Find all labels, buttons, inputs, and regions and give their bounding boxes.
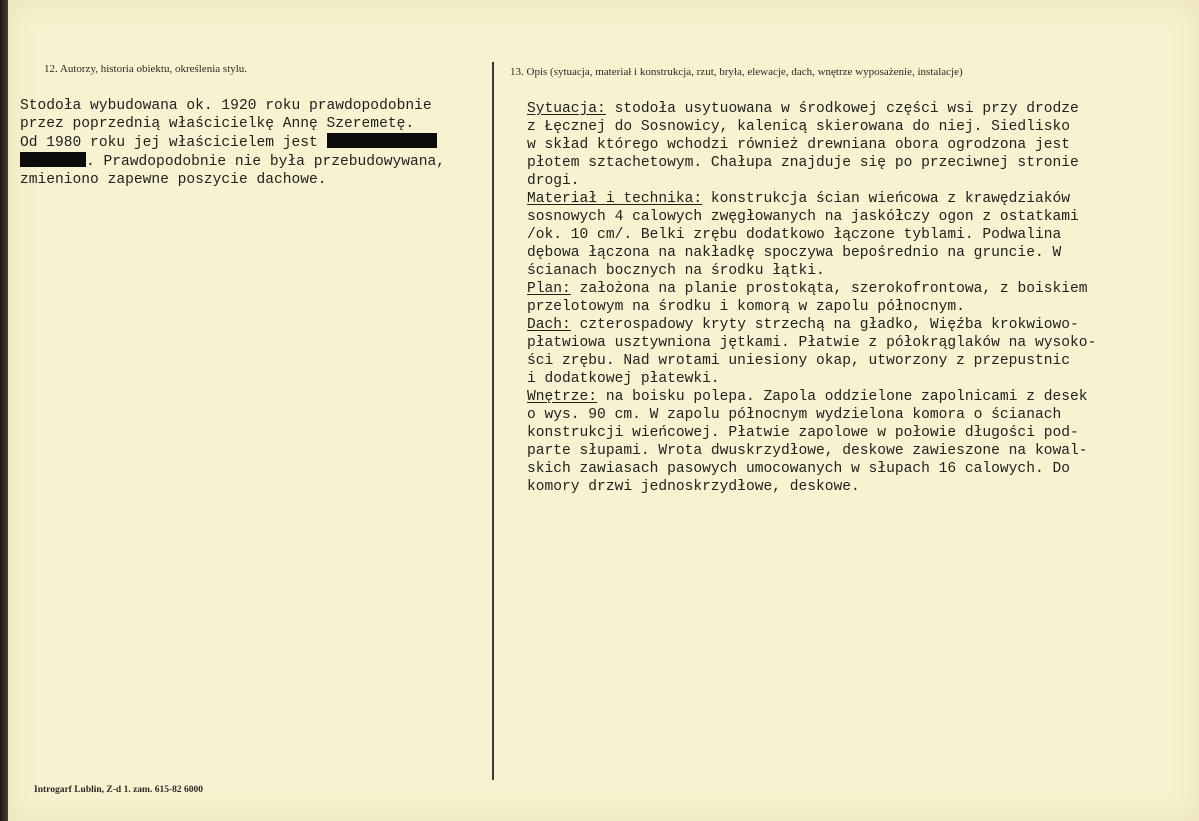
- description-line: konstrukcja ścian wieńcowa z krawędziaków: [710, 191, 1070, 207]
- label-dach: Dach:: [527, 317, 571, 333]
- section-12-header: 12. Autorzy, historia obiektu, określenia stylu.: [44, 63, 248, 75]
- column-divider: [492, 62, 494, 780]
- label-wnetrze: Wnętrze:: [527, 389, 598, 405]
- description-line: płotem sztachetowym. Chałupa znajduje się po przeciwnej stronie: [527, 155, 1079, 171]
- description-line: parte słupami. Wrota dwuskrzydłowe, deskowe zawieszone na kowal-: [527, 443, 1088, 459]
- description-line: drogi.: [527, 173, 580, 189]
- history-line: Stodoła wybudowana ok. 1920 roku prawdopodobnie: [20, 98, 432, 114]
- description-line: skich zawiasach pasowych umocowanych w słupach 16 calowych. Do: [527, 461, 1070, 477]
- section-13-header: 13. Opis (sytuacja, materiał i konstrukcja, rzut, bryła, elewacje, dach, wnętrze wyposażenie, instalacje): [510, 66, 963, 78]
- description-line: z Łęcznej do Sosnowicy, kalenicą skierowana do niej. Siedlisko: [527, 119, 1070, 135]
- history-line: . Prawdopodobnie nie była przebudowywana,: [86, 154, 446, 170]
- page-edge-shadow: [0, 0, 8, 821]
- label-material: Materiał i technika:: [527, 191, 703, 207]
- description-line: czterospadowy kryty strzechą na gładko, Więźba krokwiowo-: [579, 317, 1079, 333]
- history-line: Od 1980 roku jej właścicielem jest: [20, 135, 318, 151]
- description-line: ści zrębu. Nad wrotami uniesiony okap, utworzony z przepustnic: [527, 353, 1070, 369]
- redaction-bar: [20, 152, 86, 167]
- redaction-bar: [327, 133, 437, 148]
- description-line: płatwiowa usztywniona jętkami. Płatwie z półokrąglaków na wysoko-: [527, 335, 1097, 351]
- section-12-text: [20, 97, 445, 189]
- description-line: stodoła usytuowana w środkowej części wsi przy drodze: [614, 101, 1079, 117]
- history-line: przez poprzednią właścicielkę Annę Szeremetę.: [20, 116, 415, 132]
- description-line: o wys. 90 cm. W zapolu północnym wydzielona komora o ścianach: [527, 407, 1062, 423]
- description-line: na boisku polepa. Zapola oddzielone zapolnicami z desek: [605, 389, 1088, 405]
- printer-imprint: Introgarf Lublin, Z-d 1. zam. 615-82 6000: [34, 785, 203, 795]
- section-13-text: [527, 100, 1096, 496]
- description-line: sosnowych 4 calowych zwęgłowanych na jaskółczy ogon z ostatkami: [527, 209, 1079, 225]
- label-sytuacja: Sytuacja:: [527, 101, 606, 117]
- description-line: ścianach bocznych na środku łątki.: [527, 263, 825, 279]
- description-line: dębowa łączona na nakładkę spoczywa bepośrednio na gruncie. W: [527, 245, 1062, 261]
- description-line: konstrukcji wieńcowej. Płatwie zapolowe w połowie długości pod-: [527, 425, 1079, 441]
- description-line: przelotowym na środku i komorą w zapolu północnym.: [527, 299, 965, 315]
- history-line: zmieniono zapewne poszycie dachowe.: [20, 172, 327, 188]
- description-line: założona na planie prostokąta, szerokofrontowa, z boiskiem: [579, 281, 1088, 297]
- description-line: w skład którego wchodzi również drewniana obora ogrodzona jest: [527, 137, 1070, 153]
- description-line: i dodatkowej płatewki.: [527, 371, 720, 387]
- description-line: /ok. 10 cm/. Belki zrębu dodatkowo łączone tyblami. Podwalina: [527, 227, 1062, 243]
- label-plan: Plan:: [527, 281, 571, 297]
- description-line: komory drzwi jednoskrzydłowe, deskowe.: [527, 479, 860, 495]
